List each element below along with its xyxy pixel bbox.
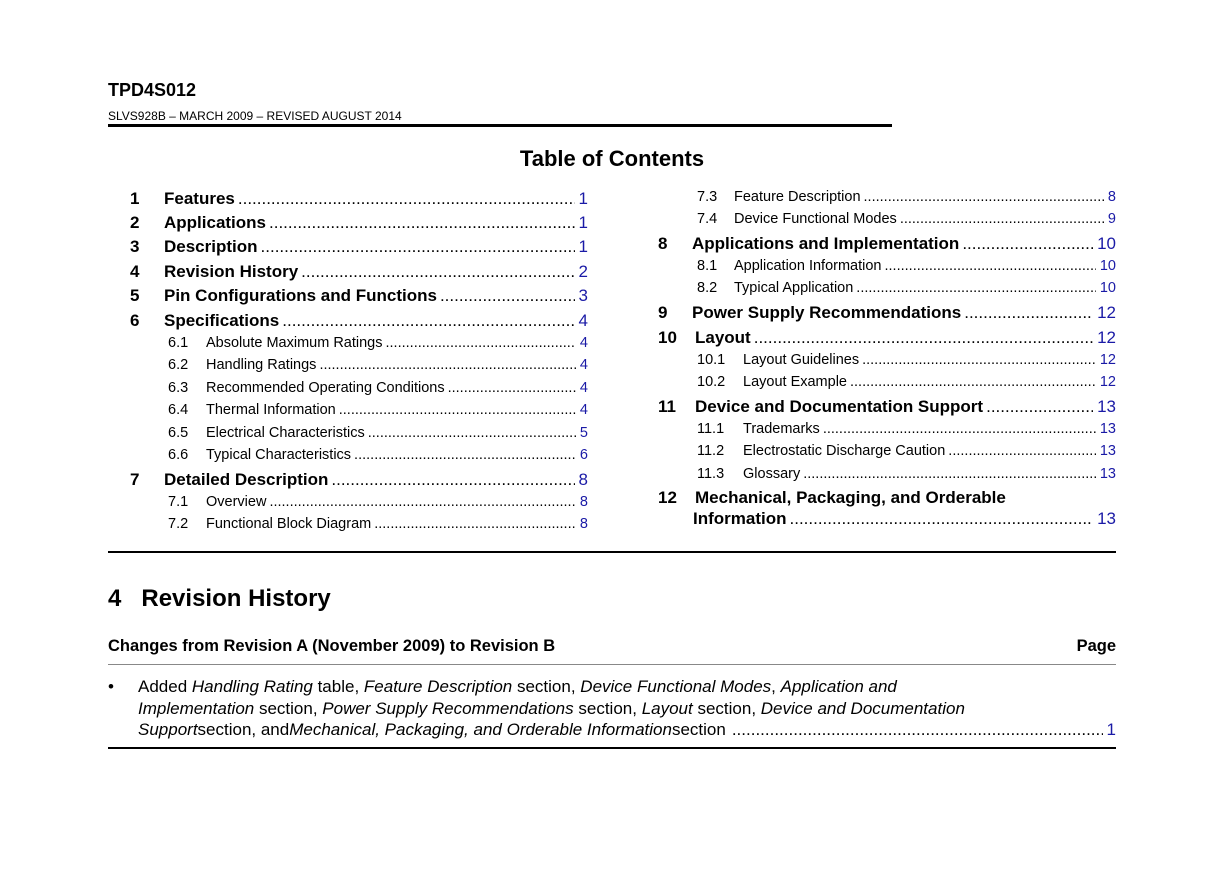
toc-number: 7.4 [697, 211, 718, 227]
toc-number: 7.3 [697, 189, 718, 205]
change-link-handling-rating[interactable]: Handling Rating [191, 677, 313, 696]
toc-label: Device Functional Modes [734, 211, 897, 227]
toc-entry[interactable] [658, 303, 1116, 327]
dot-leader [261, 237, 575, 257]
toc-label: Typical Characteristics [206, 447, 352, 463]
toc-entry[interactable] [130, 311, 588, 335]
toc-entry[interactable] [697, 466, 1116, 488]
change-link-implementation[interactable]: Implementation [138, 699, 255, 718]
dot-leader [448, 380, 576, 396]
change-text: section, and [197, 720, 290, 739]
toc-entry[interactable] [168, 447, 588, 469]
toc-number: 8.2 [697, 280, 718, 296]
toc-label: Applications and Implementation [692, 234, 960, 253]
page-column-header: Page [1076, 637, 1116, 655]
dot-leader [354, 447, 576, 463]
toc-entry[interactable] [130, 262, 588, 286]
toc-label: Handling Ratings [206, 357, 317, 373]
toc-entry[interactable] [130, 286, 588, 310]
dot-leader [301, 262, 574, 282]
toc-page-link[interactable]: 8 [579, 516, 588, 532]
change-text: section, [573, 699, 642, 718]
dot-leader [440, 286, 575, 306]
toc-entry[interactable] [697, 443, 1116, 465]
toc-page-link[interactable]: 10 [1099, 258, 1116, 274]
toc-label: Features [164, 189, 235, 208]
changes-header: Changes from Revision A (November 2009) to Revision B [108, 637, 556, 655]
toc-label: Absolute Maximum Ratings [206, 335, 383, 351]
toc-page-link[interactable]: 8 [578, 470, 588, 489]
toc-label: Layout Guidelines [743, 352, 860, 368]
toc-entry[interactable] [658, 397, 1116, 421]
toc-label: Applications [164, 213, 267, 232]
toc-entry[interactable] [658, 234, 1116, 258]
toc-page-link[interactable]: 4 [579, 402, 588, 418]
toc-page-link[interactable]: 8 [579, 494, 588, 510]
dot-leader [803, 466, 1096, 482]
toc-label: Power Supply Recommendations [692, 303, 962, 322]
dot-leader [862, 352, 1096, 368]
toc-number: 3 [130, 237, 140, 256]
toc-entry[interactable] [697, 421, 1116, 443]
toc-label: Detailed Description [164, 470, 329, 489]
toc-label: Overview [206, 494, 267, 510]
toc-label: Specifications [164, 311, 280, 330]
toc-page-link[interactable]: 12 [1097, 303, 1116, 322]
toc-number: 5 [130, 286, 140, 305]
section-number: 4 [108, 585, 122, 612]
toc-number: 6.4 [168, 402, 189, 418]
toc-entry[interactable] [168, 357, 588, 379]
toc-entry[interactable] [697, 189, 1116, 211]
toc-page-link[interactable]: 10 [1099, 280, 1116, 296]
revision-bottom-rule [108, 747, 1116, 749]
toc-page-link[interactable]: 1 [578, 213, 588, 232]
dot-leader [850, 374, 1096, 390]
toc-label: Pin Configurations and Functions [164, 286, 437, 305]
toc-number: 12 [658, 488, 677, 507]
dot-leader [823, 421, 1096, 437]
section-title: Revision History [141, 585, 331, 612]
dot-leader [964, 303, 1093, 323]
toc-label: Functional Block Diagram [206, 516, 372, 532]
toc-label: Typical Application [734, 280, 854, 296]
toc-label: Mechanical, Packaging, and Orderable [695, 488, 1006, 507]
dot-leader [282, 311, 574, 331]
dot-leader [269, 494, 575, 510]
dot-leader [856, 280, 1096, 296]
toc-label: Feature Description [734, 189, 861, 205]
toc-number: 4 [130, 262, 140, 281]
change-line-3 [138, 720, 1116, 740]
header-rule [108, 124, 892, 127]
toc-number: 11.3 [697, 466, 725, 482]
change-link-mechanical[interactable]: Mechanical, Packaging, and Orderable Information [289, 720, 672, 739]
toc-page-link[interactable]: 13 [1099, 443, 1116, 459]
toc-number: 6.1 [168, 335, 189, 351]
toc-number: 10 [658, 328, 677, 347]
toc-entry[interactable] [697, 258, 1116, 280]
toc-bottom-rule [108, 551, 1116, 553]
toc-entry[interactable] [130, 237, 588, 261]
change-text: , [771, 677, 781, 696]
toc-page-link[interactable]: 8 [1107, 189, 1116, 205]
dot-leader [319, 357, 575, 373]
toc-number: 11 [658, 397, 676, 416]
revision-history-heading [108, 585, 331, 613]
toc-page-link[interactable]: 4 [578, 311, 588, 330]
dot-leader [864, 189, 1104, 205]
toc-number: 6 [130, 311, 140, 330]
toc-page-link[interactable]: 12 [1097, 328, 1116, 347]
toc-page-link[interactable]: 1 [578, 237, 588, 256]
toc-page-link[interactable]: 4 [579, 357, 588, 373]
toc-number: 11.1 [697, 421, 725, 437]
dot-leader [269, 213, 575, 233]
toc-number: 10.1 [697, 352, 726, 368]
toc-label: Layout [695, 328, 751, 347]
dot-leader [331, 470, 574, 490]
toc-entry[interactable] [130, 470, 588, 494]
change-bullet: • [108, 677, 114, 696]
toc-number: 6.3 [168, 380, 189, 396]
change-link-device-documentation[interactable]: Device and Documentation [760, 699, 965, 718]
toc-number: 6.5 [168, 425, 189, 441]
toc-label: Device and Documentation Support [695, 397, 984, 416]
toc-entry[interactable] [697, 374, 1116, 396]
toc-entry[interactable] [168, 516, 588, 538]
toc-number: 2 [130, 213, 140, 232]
toc-title: Table of Contents [519, 146, 705, 171]
toc-number: 1 [130, 189, 140, 208]
dot-leader [374, 516, 576, 532]
toc-label: Electrostatic Discharge Caution [743, 443, 946, 459]
toc-number: 7.1 [168, 494, 189, 510]
toc-page-link[interactable]: 13 [1097, 397, 1116, 416]
toc-page-link[interactable]: 3 [578, 286, 588, 305]
change-text: section, [512, 677, 581, 696]
toc-entry[interactable] [168, 335, 588, 357]
toc-page-link[interactable]: 2 [578, 262, 588, 281]
toc-label: Thermal Information [206, 402, 336, 418]
change-link-device-functional-modes[interactable]: Device Functional Modes [580, 677, 772, 696]
dot-leader [732, 720, 1103, 740]
toc-page-link[interactable]: 13 [1099, 466, 1116, 482]
toc-entry[interactable] [697, 211, 1116, 233]
change-line-2 [138, 699, 965, 719]
change-text: section, [254, 699, 323, 718]
toc-page-link[interactable]: 6 [579, 447, 588, 463]
change-link-layout[interactable]: Layout [641, 699, 693, 718]
dot-leader [790, 509, 1094, 529]
toc-page-link[interactable]: 4 [579, 380, 588, 396]
change-link-feature-description[interactable]: Feature Description [363, 677, 513, 696]
dot-leader [948, 443, 1096, 459]
changes-header-rule [108, 664, 1116, 665]
toc-number: 7 [130, 470, 140, 489]
change-link-support[interactable]: Support [138, 720, 198, 739]
change-link-application[interactable]: Application and [780, 677, 897, 696]
toc-number: 6.6 [168, 447, 189, 463]
changes-header-row [108, 637, 1116, 656]
change-text: Added [138, 677, 192, 696]
toc-entry[interactable] [168, 402, 588, 424]
toc-label: Glossary [743, 466, 801, 482]
dot-leader [238, 189, 575, 209]
toc-label: Description [164, 237, 258, 256]
toc-number: 10.2 [697, 374, 726, 390]
toc-number: 6.2 [168, 357, 189, 373]
toc-page-link[interactable]: 10 [1097, 234, 1116, 253]
dot-leader [754, 328, 1093, 348]
toc-entry[interactable] [658, 328, 1116, 352]
toc-label: Revision History [164, 262, 299, 281]
toc-page-link[interactable]: 12 [1099, 352, 1116, 368]
toc-number: 9 [658, 303, 668, 322]
toc-entry[interactable] [658, 509, 1116, 533]
toc-entry[interactable] [168, 494, 588, 516]
toc-number: 7.2 [168, 516, 189, 532]
dot-leader [386, 335, 576, 351]
toc-entry[interactable] [168, 425, 588, 447]
change-text: section [671, 720, 726, 739]
toc-entry[interactable] [130, 189, 588, 213]
toc-label: Application Information [734, 258, 882, 274]
part-number: TPD4S012 [108, 80, 197, 100]
toc-label: Information [693, 509, 787, 528]
toc-entry[interactable] [697, 352, 1116, 374]
change-text: section, [692, 699, 761, 718]
dot-leader [986, 397, 1093, 417]
toc-entry[interactable] [130, 213, 588, 237]
toc-number: 11.2 [697, 443, 725, 459]
dot-leader [962, 234, 1093, 254]
toc-label: Trademarks [743, 421, 820, 437]
toc-page-link[interactable]: 13 [1099, 421, 1116, 437]
toc-number: 8 [658, 234, 668, 253]
toc-entry[interactable] [697, 280, 1116, 302]
toc-label: Recommended Operating Conditions [206, 380, 445, 396]
change-link-power-supply[interactable]: Power Supply Recommendations [322, 699, 574, 718]
toc-page-link[interactable]: 5 [579, 425, 588, 441]
toc-entry[interactable] [168, 380, 588, 402]
toc-label: Layout Example [743, 374, 847, 390]
dot-leader [368, 425, 576, 441]
toc-number: 8.1 [697, 258, 718, 274]
dot-leader [900, 211, 1104, 227]
document-info: SLVS928B – MARCH 2009 – REVISED AUGUST 2014 [108, 109, 402, 123]
dot-leader [885, 258, 1096, 274]
change-page-link[interactable]: 1 [1106, 720, 1116, 739]
dot-leader [339, 402, 576, 418]
change-text: table, [312, 677, 364, 696]
toc-page-link[interactable]: 9 [1107, 211, 1116, 227]
toc-page-link[interactable]: 13 [1097, 509, 1116, 528]
toc-page-link[interactable]: 1 [578, 189, 588, 208]
toc-label: Electrical Characteristics [206, 425, 365, 441]
toc-page-link[interactable]: 4 [579, 335, 588, 351]
toc-page-link[interactable]: 12 [1099, 374, 1116, 390]
change-line-1 [138, 677, 897, 697]
